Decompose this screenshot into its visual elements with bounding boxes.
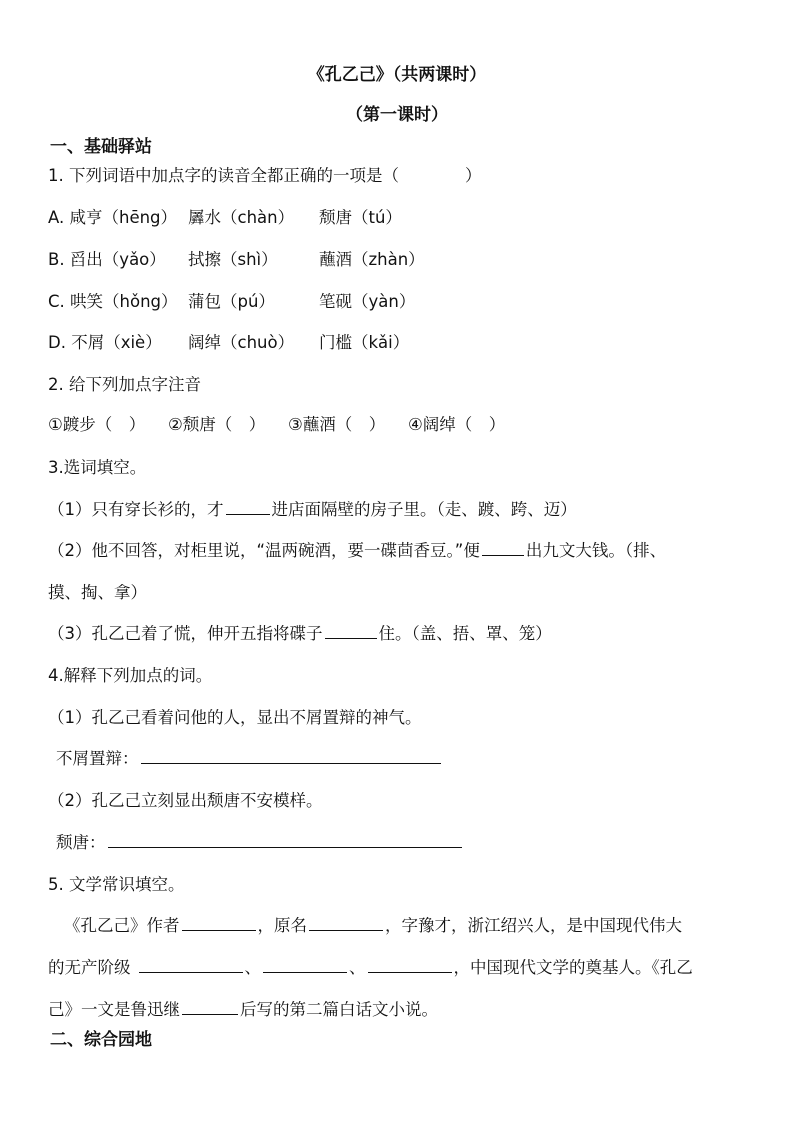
q4-answer-1-label: 不屑置辩： [56, 749, 139, 768]
q4-answer-2-line[interactable] [108, 846, 462, 848]
q2-item-4: ④阔绰（ ） [408, 415, 506, 434]
q5-text-proletarian: 的无产阶级 [48, 958, 131, 977]
question-3-sentence-1 [48, 496, 577, 520]
question-1-option-d [48, 329, 409, 353]
question-2-stem: 2. 给下列加点字注音 [48, 375, 201, 394]
q5-text-line1-end: ，字豫才，浙江绍兴人，是中国现代伟大 [385, 916, 682, 935]
question-1-option-a [48, 204, 402, 228]
option-c-word-1: C. 哄笑（hǒng） [48, 292, 178, 311]
q2-item-1: ①踱步（ ） [48, 415, 146, 434]
section-heading-integrated: 二、综合园地 [50, 1030, 152, 1050]
question-4-sentence-2: （2）孔乙己立刻显出颓唐不安模样。 [48, 791, 323, 810]
q3-s3-text-b: 住。（盖、捂、罩、笼） [378, 624, 552, 643]
option-a-word-2: 羼水（chàn） [188, 208, 295, 227]
q3-s2-text-a: （2）他不回答，对柜里说，“温两碗酒，要一碟茴香豆。”便 [48, 541, 480, 560]
q5-blank-previous-work[interactable] [182, 1013, 238, 1015]
question-4-stem: 4.解释下列加点的词。 [48, 666, 213, 685]
question-1-option-b [48, 246, 425, 270]
q4-answer-1-line[interactable] [141, 762, 441, 764]
section-heading-basics: 一、基础驿站 [50, 137, 152, 157]
question-3-sentence-2 [48, 537, 666, 561]
page-title: 《孔乙己》（共两课时） [307, 65, 487, 85]
q5-blank-author[interactable] [182, 929, 256, 931]
option-a-word-3: 颓唐（tú） [319, 208, 402, 227]
question-4-answer-2 [56, 829, 464, 853]
q5-blank-role-1[interactable] [139, 971, 243, 973]
option-c-word-3: 笔砚（yàn） [319, 292, 416, 311]
question-3-sentence-2-cont: 摸、掏、拿） [48, 583, 147, 602]
q5-text-author: 《孔乙己》作者 [64, 916, 180, 935]
option-c-word-2: 蒲包（pú） [188, 292, 275, 311]
question-4-answer-1 [56, 745, 443, 769]
q3-s1-blank[interactable] [226, 513, 270, 515]
option-d-word-2: 阔绰（chuò） [188, 333, 295, 352]
q5-blank-role-3[interactable] [368, 971, 452, 973]
question-3-sentence-3 [48, 620, 552, 644]
option-b-word-1: B. 舀出（yǎo） [48, 250, 166, 269]
q5-text-line3-end: 后写的第二篇白话文小说。 [240, 1000, 438, 1019]
question-2-items [48, 411, 505, 435]
q5-text-line3-start: 己》一文是鲁迅继 [48, 1000, 180, 1019]
question-1-stem [48, 162, 482, 186]
question-5-para-line-2 [48, 954, 693, 978]
q5-text-line2-end: ，中国现代文学的奠基人。《孔乙 [453, 958, 693, 977]
q3-s3-blank[interactable] [325, 637, 377, 639]
question-5-para-line-1 [64, 912, 682, 936]
question-1-text: 1. 下列词语中加点字的读音全都正确的一项是（ [48, 166, 399, 185]
q4-answer-2-label: 颓唐： [56, 833, 106, 852]
q3-s2-text-b: 出九文大钱。（排、 [525, 541, 667, 560]
q5-text-sep-2: 、 [349, 958, 366, 977]
question-1-option-c [48, 288, 415, 312]
q2-item-2: ②颓唐（ ） [168, 415, 266, 434]
option-d-word-1: D. 不屑（xiè） [48, 333, 162, 352]
q5-text-original-name: ，原名 [257, 916, 307, 935]
option-b-word-3: 蘸酒（zhàn） [319, 250, 425, 269]
q3-s1-text-b: 进店面隔壁的房子里。（走、踱、跨、迈） [271, 500, 577, 519]
q5-text-sep-1: 、 [244, 958, 261, 977]
q3-s3-text-a: （3）孔乙己着了慌，伸开五指将碟子 [48, 624, 323, 643]
q3-s1-text-a: （1）只有穿长衫的，才 [48, 500, 224, 519]
q2-item-3: ③蘸酒（ ） [288, 415, 386, 434]
question-1-bracket-end: ） [465, 166, 482, 185]
question-5-stem: 5. 文学常识填空。 [48, 875, 185, 894]
option-a-word-1: A. 咸亨（hēng） [48, 208, 178, 227]
question-3-stem: 3.选词填空。 [48, 458, 147, 477]
page-subtitle: （第一课时） [346, 105, 448, 125]
question-5-para-line-3 [48, 996, 438, 1020]
q5-blank-role-2[interactable] [263, 971, 347, 973]
option-b-word-2: 拭擦（shì） [188, 250, 278, 269]
option-d-word-3: 门槛（kǎi） [319, 333, 410, 352]
q3-s2-blank[interactable] [482, 554, 524, 556]
q5-blank-original-name[interactable] [309, 929, 383, 931]
question-4-sentence-1: （1）孔乙己看着问他的人，显出不屑置辩的神气。 [48, 708, 422, 727]
